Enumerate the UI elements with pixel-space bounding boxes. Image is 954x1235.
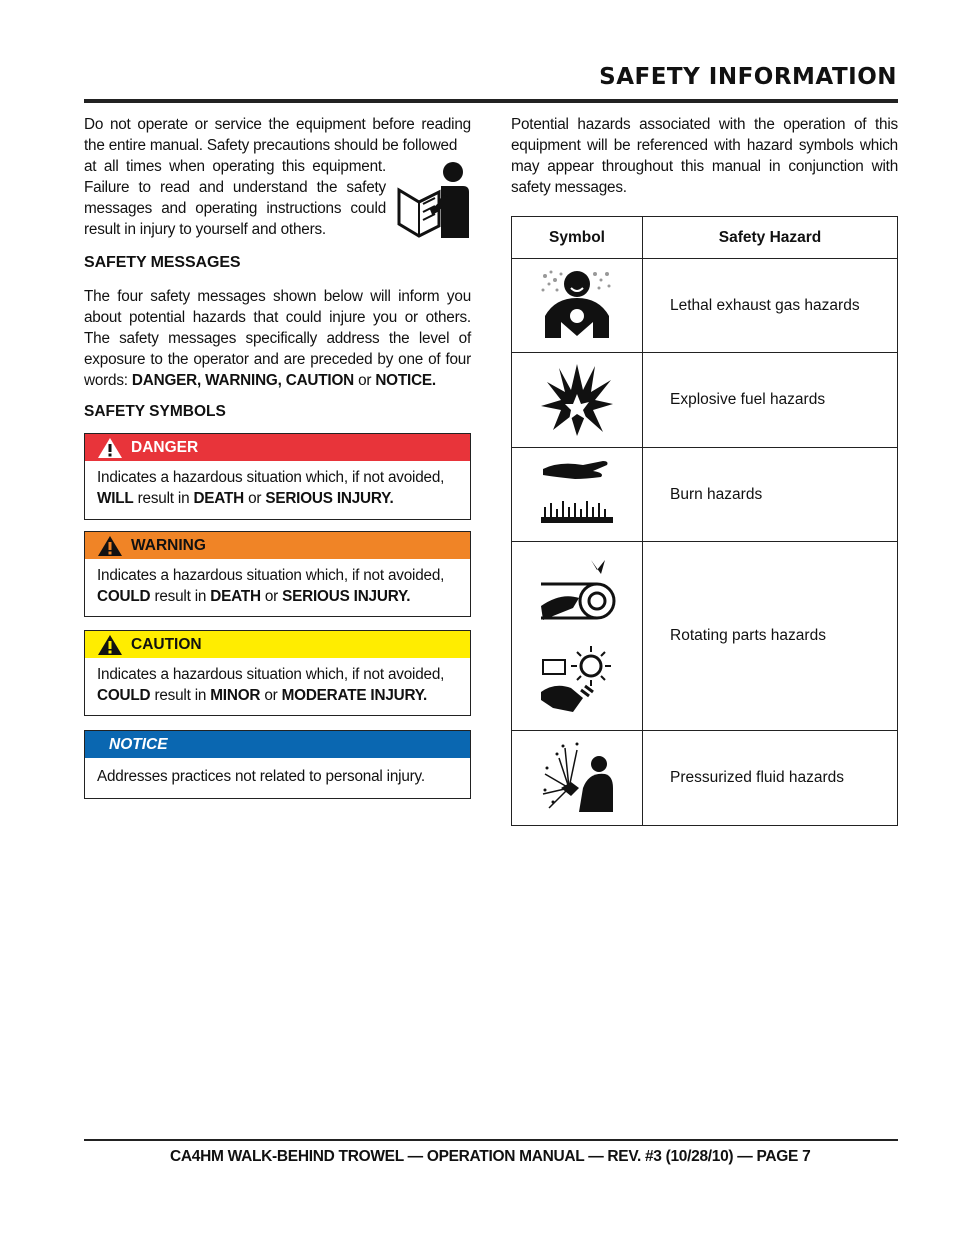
warning-text xyxy=(85,559,470,613)
safety-messages-paragraph xyxy=(84,286,471,391)
notice-label: NOTICE xyxy=(109,735,168,753)
caution-text xyxy=(85,658,470,712)
page-footer: CA4HM WALK-BEHIND TROWEL — OPERATION MANUAL — REV. #3 (10/28/10) — PAGE 7 xyxy=(170,1148,811,1165)
or-text: or xyxy=(354,372,376,389)
warning-w2: DEATH xyxy=(210,588,261,605)
intro-line1: Do not operate or service the equipment before reading the entire manual. Safety precautions should be followed xyxy=(84,116,471,154)
burn-icon xyxy=(539,457,615,527)
danger-header xyxy=(85,434,470,461)
footer-rule xyxy=(84,1139,898,1141)
warning-desc: Indicates a hazardous situation which, if not avoided, xyxy=(97,567,445,584)
hazard-cell: Explosive fuel hazards xyxy=(643,353,898,448)
hazard-cell: Lethal exhaust gas hazards xyxy=(643,259,898,353)
notice-header xyxy=(85,731,470,758)
danger-text xyxy=(85,461,470,515)
table-row xyxy=(512,448,898,542)
caution-t1: result in xyxy=(150,687,211,704)
symbol-column-header: Symbol xyxy=(512,217,643,259)
warning-w3: SERIOUS INJURY. xyxy=(282,588,411,605)
warning-header xyxy=(85,532,470,559)
notice-text: Addresses practices not related to personal injury. xyxy=(97,768,425,785)
right-column xyxy=(511,114,898,198)
hazard-cell: Pressurized fluid hazards xyxy=(643,731,898,826)
warning-label: WARNING xyxy=(131,536,206,554)
table-header-row xyxy=(512,217,898,259)
warning-box xyxy=(84,531,471,617)
table-row xyxy=(512,259,898,353)
caution-w2: MINOR xyxy=(210,687,261,704)
notice-word: NOTICE. xyxy=(375,372,436,389)
table-row xyxy=(512,353,898,448)
hazard-column-header: Safety Hazard xyxy=(643,217,898,259)
signal-words: DANGER, WARNING, CAUTION xyxy=(131,372,355,389)
symbol-cell xyxy=(512,448,643,542)
table-row xyxy=(512,542,898,731)
exhaust-gas-icon xyxy=(539,268,615,338)
caution-box xyxy=(84,630,471,716)
intro-block xyxy=(84,114,471,240)
symbol-cell xyxy=(512,259,643,353)
warning-w1: COULD xyxy=(97,588,151,605)
read-manual-icon xyxy=(395,160,471,240)
hazard-cell: Burn hazards xyxy=(643,448,898,542)
safety-symbols-heading: SAFETY SYMBOLS xyxy=(84,403,226,420)
symbol-cell xyxy=(512,731,643,826)
warning-triangle-icon xyxy=(97,535,123,557)
table-row xyxy=(512,731,898,826)
page-title: SAFETY INFORMATION xyxy=(599,64,897,90)
danger-w2: DEATH xyxy=(193,490,245,507)
pressurized-fluid-icon xyxy=(539,738,615,814)
safety-messages-text: The four safety messages shown below will inform you about potential hazards that could injure you or others. The safety messages specifically address the level of exposure to the operator and are preceded by one of four words: xyxy=(84,288,471,389)
warning-triangle-icon xyxy=(97,437,123,459)
symbol-cell xyxy=(512,353,643,448)
danger-w3: SERIOUS INJURY. xyxy=(265,490,394,507)
danger-t2: or xyxy=(244,490,266,507)
hazard-table xyxy=(511,216,898,826)
caution-w3: MODERATE INJURY. xyxy=(281,687,428,704)
rotating-gear-icon xyxy=(537,636,617,716)
safety-messages-heading: SAFETY MESSAGES xyxy=(84,254,241,271)
caution-label: CAUTION xyxy=(131,635,202,653)
symbol-cell xyxy=(512,542,643,731)
hazard-cell: Rotating parts hazards xyxy=(643,542,898,731)
left-column xyxy=(84,114,471,421)
caution-desc: Indicates a hazardous situation which, if not avoided, xyxy=(97,666,445,683)
danger-box xyxy=(84,433,471,520)
caution-t2: or xyxy=(260,687,282,704)
warning-triangle-icon xyxy=(97,634,123,656)
notice-box xyxy=(84,730,471,799)
danger-w1: WILL xyxy=(97,490,134,507)
danger-t1: result in xyxy=(133,490,194,507)
caution-header xyxy=(85,631,470,658)
danger-desc: Indicates a hazardous situation which, if not avoided, xyxy=(97,469,445,486)
caution-w1: COULD xyxy=(97,687,151,704)
warning-t2: or xyxy=(260,588,283,605)
rotating-belt-icon xyxy=(537,556,617,628)
hazards-intro: Potential hazards associated with the operation of this equipment will be referenced with hazard symbols which may appear throughout this manual in conjunction with safety messages. xyxy=(511,116,898,196)
intro-line2: at all times when operating this equipment. Failure to read and understand the safety messages and operating instructions could result in injury to yourself and others. xyxy=(84,158,386,238)
danger-label: DANGER xyxy=(131,438,199,456)
explosion-icon xyxy=(539,360,615,436)
warning-t1: result in xyxy=(150,588,211,605)
header-rule xyxy=(84,99,898,103)
